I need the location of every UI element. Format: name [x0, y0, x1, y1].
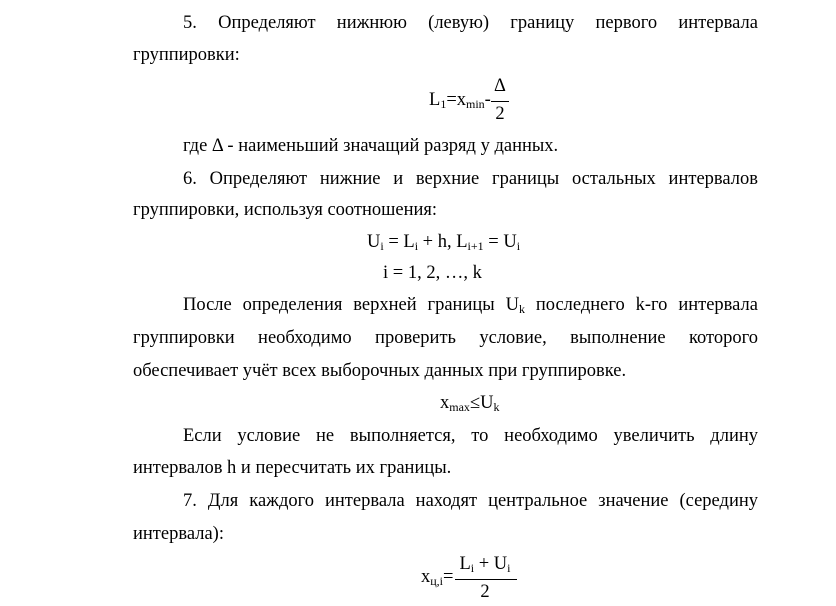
paragraph-check-line-1: После определения верхней границы $U_k$ последнего k-го интервала	[183, 295, 758, 316]
paragraph-5-line-2: группировки:	[133, 45, 240, 65]
paragraph-if-line-1: Если условие не выполняется, то необходимо увеличить длину	[183, 426, 758, 446]
formula-midpoint-denominator: 2	[480, 582, 490, 602]
formula-midpoint-numerator: $L_i + U_i$	[459, 554, 511, 575]
paragraph-7-line-1: 7. Для каждого интервала находят центральное значение (середину	[183, 491, 758, 511]
formula-bounds-relation: $U_i = L_i + h$, $L_{i+1} = U_i$	[367, 232, 521, 253]
formula-midpoint-fraction-bar	[455, 579, 517, 580]
delta-definition: где Δ - наименьший значащий разряд у данных.	[183, 136, 559, 156]
formula-left-bound-numerator: Δ	[494, 76, 506, 96]
paragraph-7-line-2: интервала):	[133, 524, 224, 544]
formula-max-condition: $x_{max}\le U_k$	[440, 393, 500, 414]
paragraph-if-line-2: интервалов h и пересчитать их границы.	[133, 458, 452, 478]
paragraph-check-line-2: группировки необходимо проверить условие, выполнение которого	[133, 328, 758, 348]
formula-left-bound: $L_1=x_{min}-$	[429, 90, 491, 111]
formula-left-bound-fraction-bar	[491, 101, 509, 102]
paragraph-6-line-2: группировки, используя соотношения:	[133, 200, 438, 220]
formula-index-range: i = 1, 2, …, k	[383, 263, 482, 283]
formula-left-bound-denominator: 2	[495, 104, 505, 124]
paragraph-6-line-1: 6. Определяют нижние и верхние границы остальных интервалов	[183, 169, 758, 189]
paragraph-5-line-1: 5. Определяют нижнюю (левую) границу первого интервала	[183, 13, 758, 33]
formula-interval-midpoint: $x_{ц,i}=$	[421, 567, 454, 588]
paragraph-check-line-3: обеспечивает учёт всех выборочных данных при группировке.	[133, 361, 627, 381]
